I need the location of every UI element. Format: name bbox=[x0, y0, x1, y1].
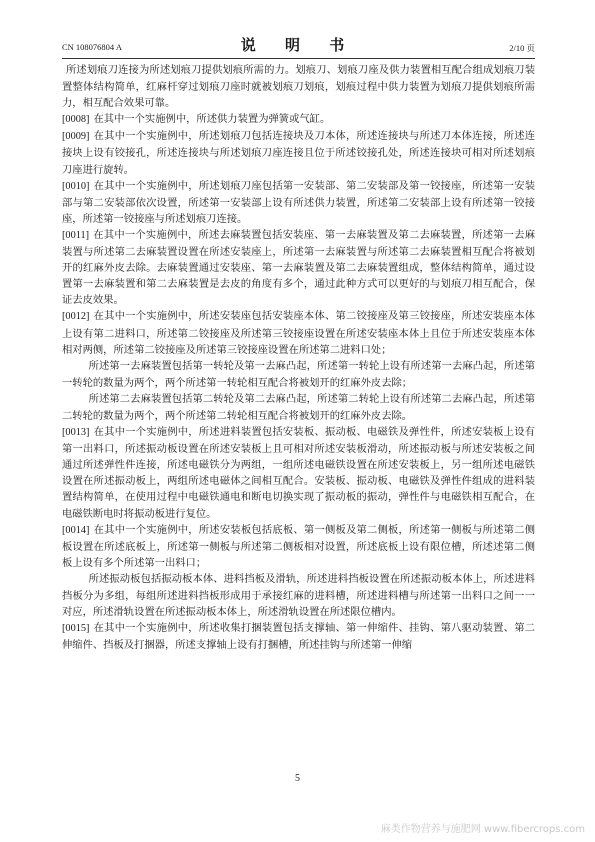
paragraph: 所述划痕刀连接为所述划痕刀提供划痕所需的力。划痕刀、划痕刀座及供力装置相互配合组成划痕刀装置整体结构简单，红麻杆穿过划痕刀座时就被划痕刀划痕，划痕过程中供力装置为划痕刀提供划痕所需力，相互配合效果可靠。 bbox=[62, 64, 535, 110]
page-indicator: 2/10 页 bbox=[509, 43, 535, 53]
watermark-text: 麻类作物营养与施肥网 www.fibercrops.com bbox=[380, 824, 585, 835]
paragraph: [0008] 在其中一个实施例中，所述供力装置为弹簧或气缸。 bbox=[62, 113, 331, 126]
paragraph: 所述振动板包括振动板本体、进料挡板及滑轨，所述进料挡板设置在所述振动板本体上，所述进料挡板分为多组，每组所述进料挡板形成用于承接红麻的进料槽，所述进料槽与所述第一出料口之间一一对应，所述滑轨设置在所述振动板本体上，所述滑轨设置在所述限位槽内。 bbox=[62, 572, 535, 619]
paragraph: [0010] 在其中一个实施例中，所述划痕刀座包括第一安装部、第二安装部及第一铰接座，所述第一安装部与第二安装部依次设置，所述第一安装部上设有所述供力装置，所述第二安装部上设有所述第一铰接座，所述第一铰接座与所述划痕刀连接。 bbox=[62, 179, 535, 225]
paragraph: [0012] 在其中一个实施例中，所述安装座包括安装座本体、第二铰接座及第三铰接座，所述安装座本体上设有第二进料口，所述第二铰接座及所述第三铰接座设置在所述安装座本体上且位于所述安装座本体相对两侧，所述第二铰接座及所述第三铰接座设置在所述第二进料口处； bbox=[62, 310, 535, 356]
paragraph: 所述第二去麻装置包括第二转轮及第二去麻凸起，所述第二转轮上设有所述第二去麻凸起，所述第二转轮的数量为两个，两个所述第二转轮相互配合将被划开的红麻外皮去除。 bbox=[62, 392, 535, 422]
paragraph: [0009] 在其中一个实施例中，所述划痕刀包括连接块及刀本体，所述连接块与所述刀本体连接，所述连接块上设有铰接孔，所述连接块与所述划痕刀座连接且位于所述铰接孔处，所述连接块可相对所述划痕刀座进行旋转。 bbox=[62, 130, 535, 176]
header-rule bbox=[62, 58, 535, 59]
document-number: CN 108076804 A bbox=[62, 42, 122, 52]
paragraph: [0015] 在其中一个实施例中，所述收集打捆装置包括支撑轴、第一伸缩件、挂钩、第八驱动装置、第二伸缩件、挡板及打捆器，所述支撑轴上设有打捆槽，所述挂钩与所述第一伸缩 bbox=[62, 622, 535, 652]
page-header bbox=[62, 34, 535, 56]
document-title: 说 明 书 bbox=[240, 36, 357, 54]
paragraph: [0014] 在其中一个实施例中，所述安装板包括底板、第一侧板及第二侧板，所述第一侧板与所述第二侧板设置在所述底板上，所述第一侧板与所述第二侧板相对设置，所述底板上设有限位槽，所述述第二侧板上设有多个所述第一出料口； bbox=[62, 523, 535, 569]
paragraph: [0011] 在其中一个实施例中，所述去麻装置包括安装座、第一去麻装置及第二去麻装置，所述第一去麻装置与所述第二去麻装置设置在所述安装座上，所述第一去麻装置与所述第二去麻装置相互配合将被划开的红麻外皮去除。去麻装置通过安装座、第一去麻装置及第二去麻装置组成，整体结构简单，通过设置第一去麻装置和第二去麻装置是去皮的角度有多个，通过此种方式可以更好的与划痕刀相互配合，保证去皮效果。 bbox=[62, 228, 535, 307]
paragraph: 所述第一去麻装置包括第一转轮及第一去麻凸起，所述第一转轮上设有所述第一去麻凸起，所述第一转轮的数量为两个，两个所述第一转轮相互配合将被划开的红麻外皮去除； bbox=[62, 359, 535, 389]
paragraph: [0013] 在其中一个实施例中，所述进料装置包括安装板、振动板、电磁铁及弹性件，所述安装板上设有第一出料口，所述振动板设置在所述安装板上且可相对所述安装板滑动，所述振动板与所述安装板之间通过所述弹性件连接，所述电磁铁分为两组，一组所述电磁铁设置在所述安装板上，另一组所述电磁铁设置在所述振动板上，两组所述电磁体之间相互配合。安装板、振动板、电磁铁及弹性件组成的进料装置结构简单，在使用过程中电磁铁通电和断电切换实现了振动板的振动，弹性件与电磁铁相互配合，在电磁铁断电时将振动板进行复位。 bbox=[62, 426, 535, 520]
page-number: 5 bbox=[295, 773, 300, 784]
document-body bbox=[62, 62, 535, 653]
